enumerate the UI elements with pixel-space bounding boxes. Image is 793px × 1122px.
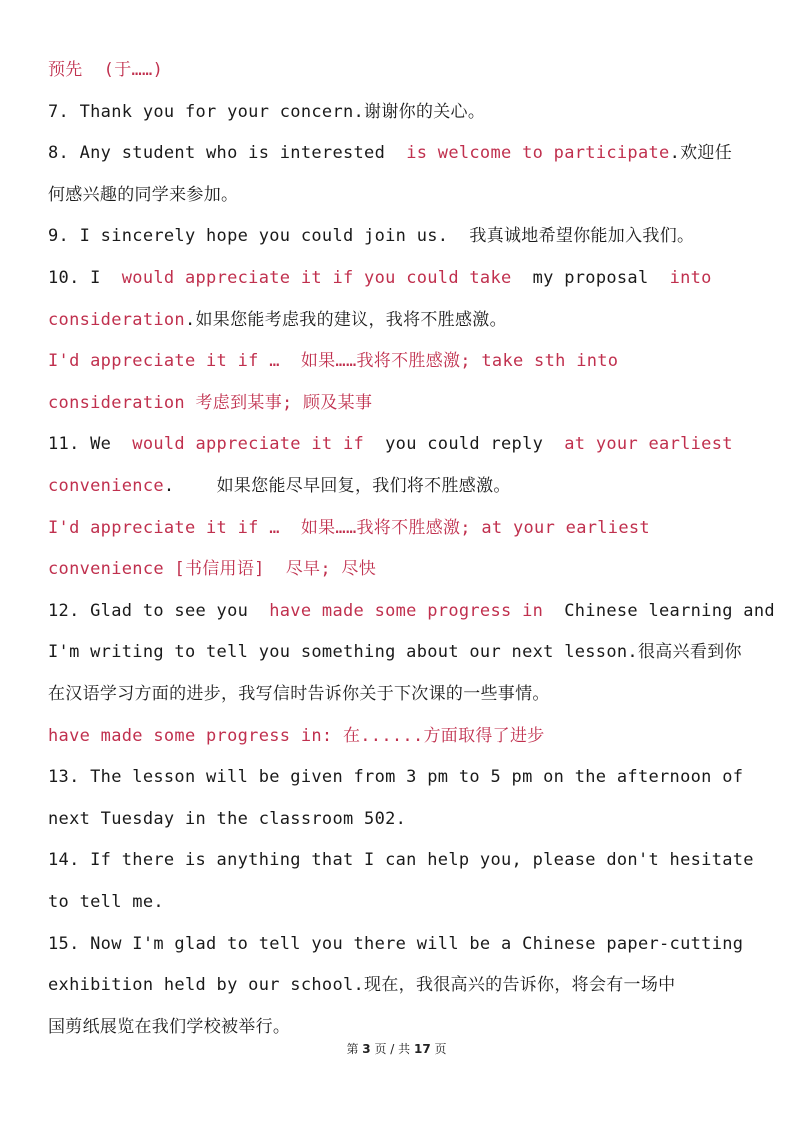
text-line xyxy=(48,58,163,82)
text-line xyxy=(48,682,550,706)
text-line xyxy=(48,349,618,373)
text-segment: you could reply xyxy=(364,434,565,455)
text-line xyxy=(48,640,742,664)
text-segment: .如果您能考虑我的建议，我将不胜感激。 xyxy=(184,309,507,330)
text-line xyxy=(48,432,733,456)
highlighted-phrase: 预先 (于……) xyxy=(48,60,164,80)
highlighted-phrase: into xyxy=(669,268,712,288)
highlighted-phrase: I'd appreciate it if … 如果……我将不胜感激; at your earliest xyxy=(48,517,650,538)
current-page-number: 3 xyxy=(362,1042,371,1056)
highlighted-phrase: would appreciate it if xyxy=(132,434,365,455)
text-segment: 9. I sincerely hope you could join us. 我真诚地希望你能加入我们。 xyxy=(48,226,695,247)
text-segment: my proposal xyxy=(511,268,670,288)
text-line xyxy=(48,724,545,748)
text-segment: 15. Now I'm glad to tell you there will be a Chinese paper-cutting xyxy=(48,933,744,954)
highlighted-phrase: would appreciate it if you could take xyxy=(121,268,512,288)
text-segment: 10. I xyxy=(48,268,122,288)
text-line xyxy=(48,141,732,165)
text-line xyxy=(48,765,743,789)
text-line xyxy=(48,183,238,207)
highlighted-phrase: consideration xyxy=(48,309,185,330)
highlighted-phrase: at your earliest xyxy=(564,434,733,455)
highlighted-phrase: convenience [书信用语] 尽早; 尽快 xyxy=(48,559,377,580)
text-line xyxy=(48,474,511,498)
footer-middle: 页 / 共 xyxy=(374,1042,411,1056)
text-line xyxy=(48,557,376,581)
text-line xyxy=(48,308,507,332)
text-segment: .欢迎任 xyxy=(669,143,732,164)
text-segment: I'm writing to tell you something about our next lesson.很高兴看到你 xyxy=(48,642,742,663)
text-segment: exhibition held by our school.现在，我很高兴的告诉你，将会有一场中 xyxy=(48,975,676,996)
text-line xyxy=(48,100,485,124)
text-line xyxy=(48,516,650,540)
text-segment: Chinese learning and xyxy=(543,600,775,621)
text-segment: 在汉语学习方面的进步，我写信时告诉你关于下次课的一些事情。 xyxy=(48,684,550,704)
text-line xyxy=(48,932,743,956)
text-segment: 11. We xyxy=(48,434,133,455)
text-line xyxy=(48,391,372,415)
text-segment: to tell me. xyxy=(48,892,164,912)
text-line xyxy=(48,224,694,248)
text-segment: 8. Any student who is interested xyxy=(48,143,407,164)
text-line xyxy=(48,973,675,997)
text-line xyxy=(48,807,406,831)
highlighted-phrase: have made some progress in: 在......方面取得了进步 xyxy=(48,725,545,746)
highlighted-phrase: have made some progress in xyxy=(269,600,544,621)
page-footer xyxy=(0,1040,793,1057)
highlighted-phrase: is welcome to participate xyxy=(406,143,670,164)
text-line xyxy=(48,890,164,914)
highlighted-phrase: I'd appreciate it if … 如果……我将不胜感激; take sth into xyxy=(48,351,619,372)
footer-prefix: 第 xyxy=(346,1042,359,1056)
text-segment: 7. Thank you for your concern.谢谢你的关心。 xyxy=(48,101,486,122)
highlighted-phrase: consideration 考虑到某事; 顾及某事 xyxy=(48,392,373,413)
highlighted-phrase: convenience xyxy=(48,476,164,496)
text-line xyxy=(48,599,775,623)
text-line xyxy=(48,848,754,872)
text-segment: . 如果您能尽早回复，我们将不胜感激。 xyxy=(163,476,511,496)
text-line xyxy=(48,1015,290,1039)
footer-suffix: 页 xyxy=(434,1042,447,1056)
text-segment: 国剪纸展览在我们学校被举行。 xyxy=(48,1016,291,1037)
text-segment: 14. If there is anything that I can help you, please don't hesitate xyxy=(48,850,754,871)
text-line xyxy=(48,266,712,290)
text-segment: 12. Glad to see you xyxy=(48,600,270,621)
total-pages-number: 17 xyxy=(414,1042,431,1056)
text-segment: next Tuesday in the classroom 502. xyxy=(48,808,407,829)
text-segment: 13. The lesson will be given from 3 pm to 5 pm on the afternoon of xyxy=(48,767,744,788)
text-segment: 何感兴趣的同学来参加。 xyxy=(48,184,239,205)
